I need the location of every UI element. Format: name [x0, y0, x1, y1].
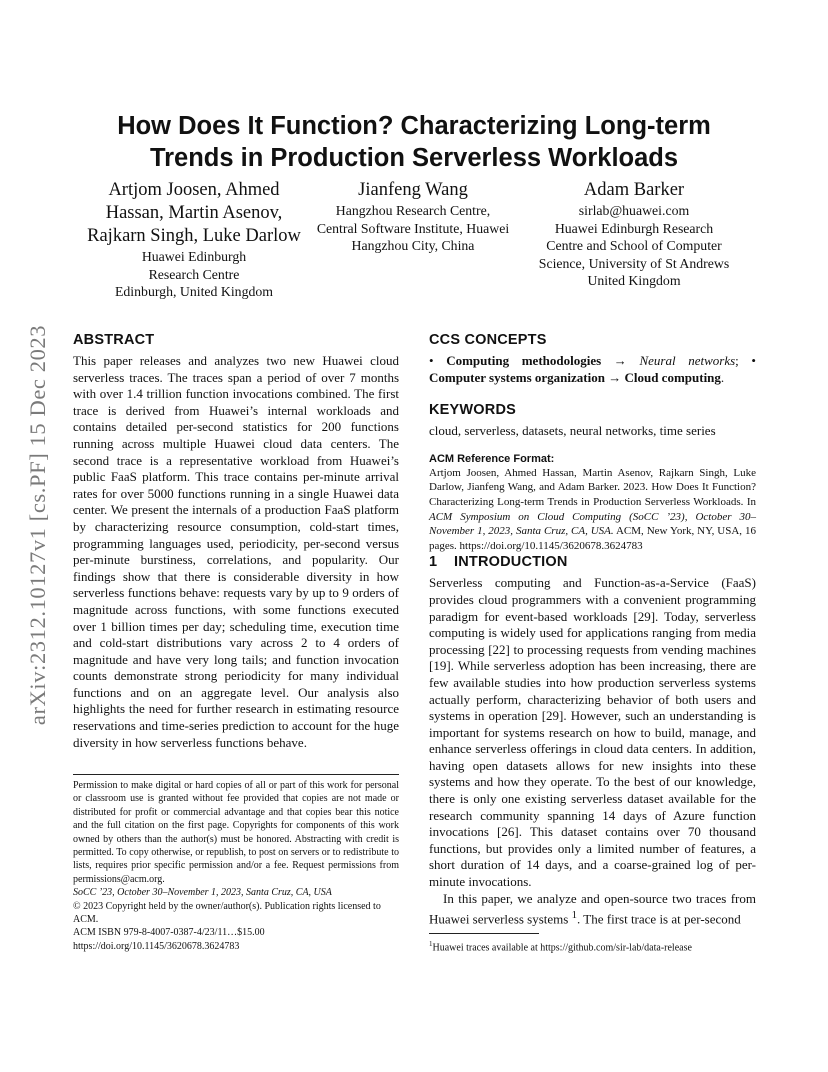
bullet: • [429, 353, 434, 368]
permission-text: Permission to make digital or hard copies of all or part of this work for personal or classroom use is granted without fee provided that copies are not made or distributed for profit or commercial advantage and that copies bear this notice and the full citation on the first page. Copyrights for components of this work owned by others than the author(s) must be honored. Abstracting with credit is permitted. To copy otherwise, or republish, to post on servers or to redistribute to lists, requires prior specific permission and/or a fee. Request permissions from permissions@acm.org. [73, 780, 399, 885]
permission-notice [73, 779, 399, 953]
author-block-2 [302, 179, 524, 255]
ccs-term: Computing methodologies [446, 353, 602, 368]
intro-text: . The first trace is at per-second [577, 911, 741, 927]
introduction-paragraph-2 [429, 891, 756, 929]
acm-reference-venue: ACM Symposium on Cloud Computing (SoCC ’23), October 30–November 1, 2023, Santa Cruz, CA, USA. [429, 510, 756, 538]
acm-reference-text [429, 466, 756, 554]
paper-title: How Does It Function? Characterizing Long-term Trends in Production Serverless Workloads [117, 112, 711, 172]
section-number: 1 [429, 554, 438, 571]
author-names: Jianfeng Wang [358, 180, 468, 200]
author-affiliation-line: Hangzhou City, China [351, 238, 475, 253]
author-email: sirlab@huawei.com [578, 203, 690, 218]
author-block-3 [524, 179, 744, 290]
footnote-mark: 1 [429, 940, 433, 948]
author-affiliation-line: Central Software Institute, Huawei [316, 220, 510, 236]
section-title: INTRODUCTION [454, 554, 568, 571]
author-affiliation-line: Science, University of St Andrews [538, 255, 730, 271]
keywords-heading: KEYWORDS [429, 402, 516, 419]
acm-reference-part: ACM, New York, NY, USA, 16 pages. https://doi.org/10.1145/3620678.3624783 [429, 525, 756, 552]
author-affiliation-line: Research Centre [148, 266, 240, 282]
acm-reference-part: Artjom Joosen, Ahmed Hassan, Martin Asenov, Rajkarn Singh, Luke Darlow, Jianfeng Wang, and Adam Barker. 2023. How Does It Function? Characterizing Long-term Trends in Production Serverless Workloads. In [429, 466, 756, 508]
introduction-paragraph-1: Serverless computing and Function-as-a-Service (FaaS) provides cloud programmers with a convenient programming paradigm for event-based workloads [29]. Today, serverless computing is widely used for applications ranging from media processing [22] to processing requests from vending machines [19]. While serverless adoption has been increasing, there are few available studies into how production serverless systems actually perform, characterizing behavior of both users and systems in operation [29]. However, such an understanding is important for systems research on how to build, manage, and enhance serverless offerings in cloud data centers. In addition, having open datasets allows for new insights into these systems and how they operate. To the best of our knowledge, there is only one existing serverless dataset available for the research community spanning 14 days of Azure function invocations [26]. This dataset contains over 70 thousand functions, but provides only a limited number of features, a short duration of 14 days, and a coarse-grained log of per-minute invocations. [429, 575, 756, 890]
introduction-heading [429, 553, 756, 571]
footnote-divider [429, 933, 539, 934]
acm-reference-heading: ACM Reference Format: [429, 452, 555, 465]
author-affiliation-line: Huawei Edinburgh Research [554, 220, 714, 236]
author-affiliation-line: Edinburgh, United Kingdom [114, 284, 274, 299]
abstract-heading: ABSTRACT [73, 332, 155, 348]
ccs-end: . [720, 369, 725, 385]
left-column [73, 331, 399, 751]
ccs-heading: CCS CONCEPTS [429, 332, 547, 348]
ccs-separator: ; [735, 353, 752, 368]
author-affiliation-line: United Kingdom [587, 273, 681, 288]
copyright-line: © 2023 Copyright held by the owner/author(s). Publication rights licensed to ACM. [73, 900, 381, 926]
footnote-marker: 1 [571, 909, 578, 922]
author-names: Adam Barker [583, 180, 685, 200]
abstract-text: This paper releases and analyzes two new Huawei cloud serverless traces. The traces span a period of over 7 months with over 1.4 trillion function invocations combined. The first trace is derived from Huawei’s internal workloads and contains detailed per-second statistics for 200 functions running across multiple Huawei cloud data centers. The second trace is a representative workload from Huawei’s public FaaS platform. This trace contains per-minute arrival rates for over 5000 functions running in a single Huawei data center. We present the internals of a production FaaS platform by characterizing resource consumption, cold-start times, programming languages used, periodicity, per-second versus per-minute burstiness, correlations, and popularity. Our findings show that there is considerable diversity in how serverless functions behave: requests vary by up to 9 orders of magnitude across functions, with some functions executed over 1 billion times per day; scheduling time, execution time and cold-start distributions vary across 2 to 4 orders of magnitude and have very long tails; and function invocation counts demonstrate strong periodicity for many individual functions and on an aggregate level. Our analysis also highlights the need for further research in estimating resource reservations and time-series prediction to account for the huge diversity in how serverless functions behave. [73, 353, 399, 750]
author-block-1 [86, 179, 302, 301]
footnote [429, 938, 756, 954]
isbn-line: ACM ISBN 979-8-4007-0387-4/23/11…$15.00 [73, 927, 265, 939]
author-names: Artjom Joosen, Ahmed Hassan, Martin Asenov, Rajkarn Singh, Luke Darlow [87, 180, 301, 246]
ccs-arrow: → [601, 353, 640, 368]
arxiv-identifier [18, 290, 58, 760]
author-affiliation-line: Huawei Edinburgh [141, 249, 247, 264]
author-affiliation-line: Centre and School of Computer [546, 238, 722, 253]
doi-line: https://doi.org/10.1145/3620678.3624783 [73, 940, 240, 952]
footnote-text: Huawei traces available at https://github.com/sir-lab/data-release [432, 942, 692, 954]
footnote-divider [73, 774, 399, 775]
bullet: • [751, 353, 756, 368]
author-affiliation-line: Hangzhou Research Centre, [335, 203, 491, 218]
ccs-subterm: Neural networks [639, 353, 736, 368]
arxiv-identifier-text: arXiv:2312.10127v1 [cs.PF] 15 Dec 2023 [25, 324, 51, 726]
keywords-text: cloud, serverless, datasets, neural networks, time series [429, 423, 716, 439]
right-column [429, 331, 756, 928]
venue-line: SoCC ’23, October 30–November 1, 2023, Santa Cruz, CA, USA [73, 887, 332, 899]
ccs-term: Computer systems organization → Cloud computing [429, 369, 721, 385]
ccs-concepts [429, 353, 756, 386]
intro-text: In this paper, we analyze and open-source two traces from Huawei serverless systems [429, 890, 756, 927]
